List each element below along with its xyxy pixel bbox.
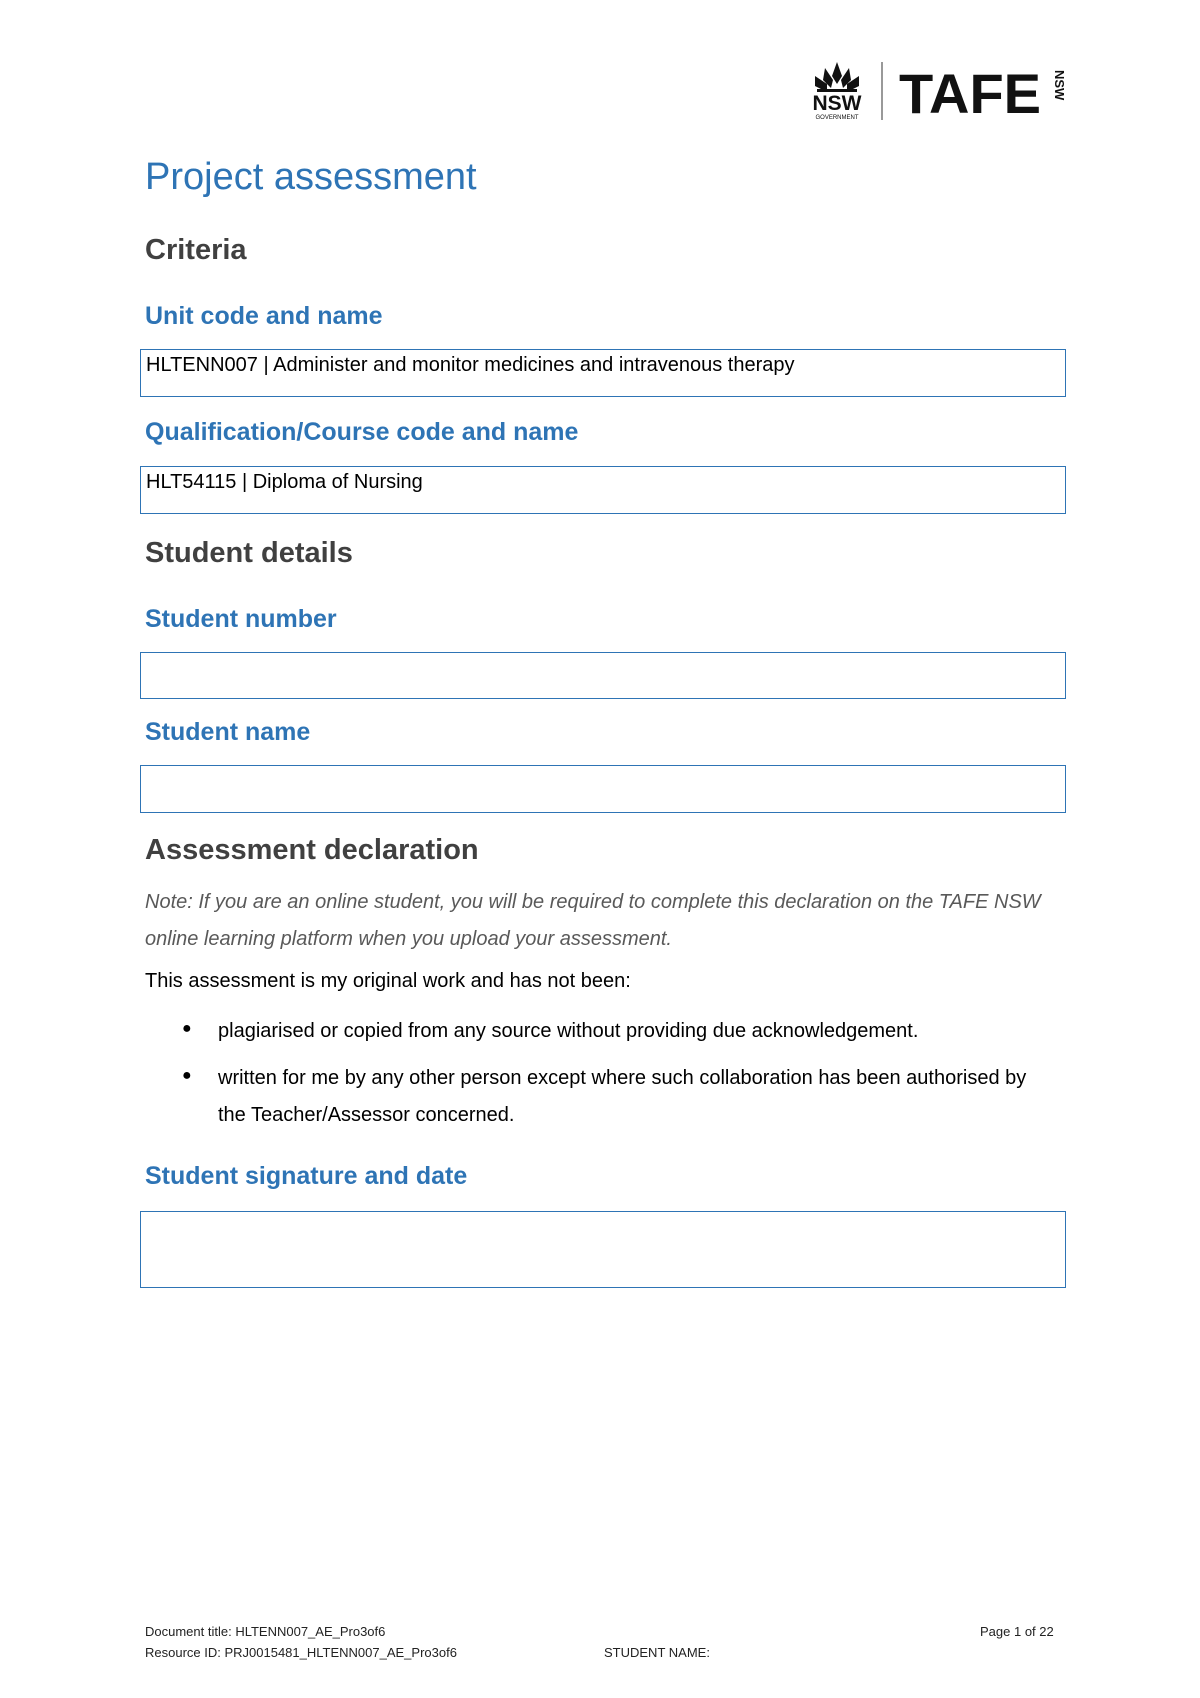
unit-field[interactable]: HLTENN007 | Administer and monitor medicines and intravenous therapy <box>140 349 1066 397</box>
page-title: Project assessment <box>145 156 477 198</box>
svg-text:NSW: NSW <box>812 92 862 115</box>
declaration-bullet: written for me by any other person except where such collaboration has been authorised by the Teacher/Assessor concerned. <box>218 1067 1027 1126</box>
qualification-field[interactable]: HLT54115 | Diploma of Nursing <box>140 466 1066 514</box>
criteria-heading: Criteria <box>145 234 247 266</box>
tafe-nsw-logo <box>807 58 1072 122</box>
bullet-icon: ● <box>182 1067 192 1084</box>
signature-label: Student signature and date <box>145 1162 468 1190</box>
footer-student-name: STUDENT NAME: <box>604 1645 710 1660</box>
student-name-field[interactable] <box>140 765 1066 813</box>
signature-field[interactable] <box>140 1211 1066 1288</box>
footer-resource-id: Resource ID: PRJ0015481_HLTENN007_AE_Pro3of6 <box>145 1645 457 1660</box>
student-details-heading: Student details <box>145 537 353 569</box>
bullet-icon: ● <box>182 1020 192 1037</box>
svg-text:TAFE: TAFE <box>899 62 1041 122</box>
student-number-label: Student number <box>145 605 337 633</box>
svg-text:GOVERNMENT: GOVERNMENT <box>815 115 859 121</box>
student-number-field[interactable] <box>140 652 1066 699</box>
svg-text:NSW: NSW <box>1052 70 1067 101</box>
declaration-heading: Assessment declaration <box>145 834 479 866</box>
unit-label: Unit code and name <box>145 302 383 330</box>
footer-page-number: Page 1 of 22 <box>980 1624 1054 1639</box>
declaration-intro: This assessment is my original work and has not been: <box>145 970 631 992</box>
declaration-bullet: plagiarised or copied from any source without providing due acknowledgement. <box>218 1020 919 1042</box>
student-name-label: Student name <box>145 718 311 746</box>
footer-doc-title: Document title: HLTENN007_AE_Pro3of6 <box>145 1624 386 1639</box>
qualification-label: Qualification/Course code and name <box>145 418 579 446</box>
declaration-note: Note: If you are an online student, you will be required to complete this declaration on the TAFE NSW online learning platform when you upload your assessment. <box>145 891 1041 950</box>
